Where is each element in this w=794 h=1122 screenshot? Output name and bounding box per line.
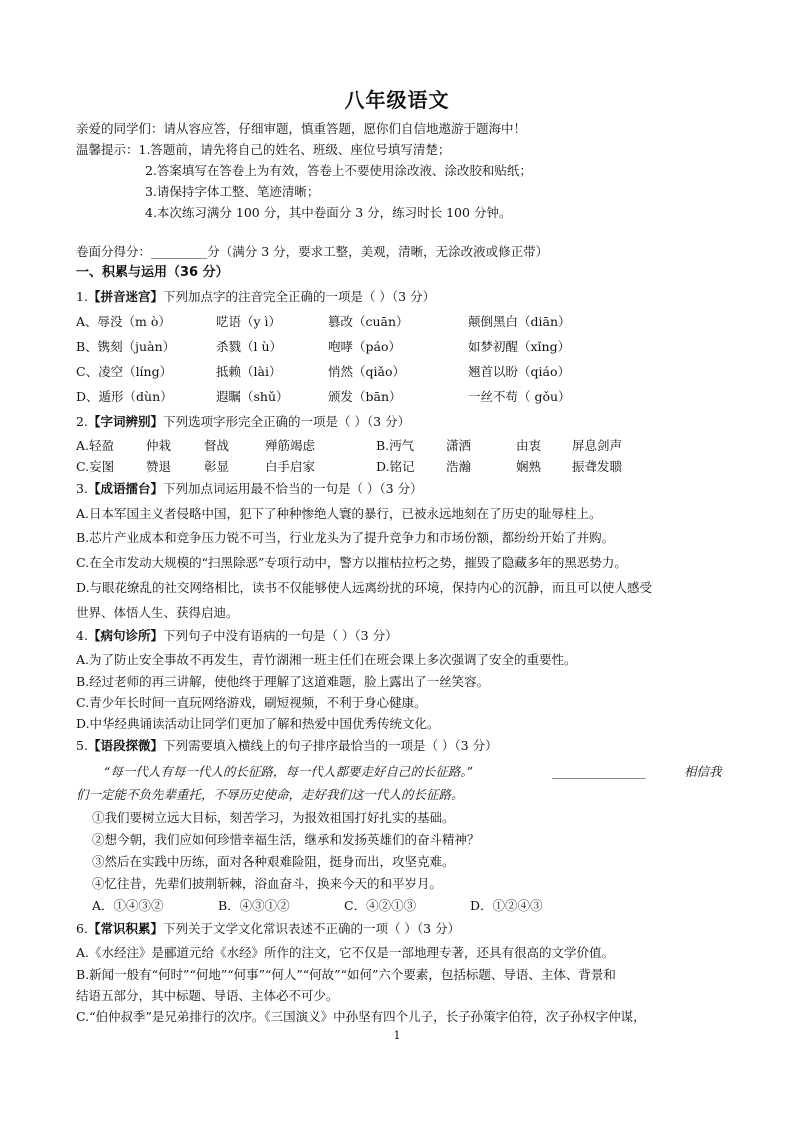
option-cell: A、辱没（m ò） <box>76 314 171 329</box>
quote-line-2: 们一定能不负先辈重托，不辱历史使命，走好我们这一代人的长征路。 <box>76 787 464 802</box>
sentence-item: ③然后在实践中历练，面对各种艰难险阻，挺身而出，攻坚克难。 <box>92 854 455 869</box>
option-cell: 杀戮（l ù） <box>216 339 283 354</box>
option-cell: 潇洒 <box>446 438 472 453</box>
page-number: 1 <box>393 1029 401 1042</box>
page-title: 八年级语文 <box>344 88 450 112</box>
section-heading: 一、积累与运用（36 分） <box>76 265 229 280</box>
sentence-item: ①我们要树立远大目标，刻苦学习，为报效祖国打好扎实的基础。 <box>92 810 455 825</box>
option-cell: 咆哮（páo） <box>328 339 401 354</box>
fill-blank: _______________ <box>552 764 646 779</box>
question-number: 2. <box>76 414 88 429</box>
option-cell: 浩瀚 <box>446 459 472 474</box>
option-cell: 如梦初醒（xǐng） <box>468 339 571 354</box>
option-line: A.日本军国主义者侵略中国，犯下了种种惨绝人寰的暴行，已被永远地刻在了历史的耻辱柱上。 <box>76 506 602 521</box>
option-line: C.青少年长时间一直玩网络游戏，刷短视频，不利于身心健康。 <box>76 695 427 710</box>
tip-2: 2.答案填写在答卷上为有效，答卷上不要使用涂改液、涂改胶和贴纸； <box>145 163 532 178</box>
option-cell: 督战 <box>204 438 230 453</box>
quote-tail: 相信我 <box>684 764 722 779</box>
option-cell: 屏息剑声 <box>572 438 623 453</box>
question-2-stem <box>76 414 410 430</box>
option-cell: 篡改（cuān） <box>328 314 409 329</box>
question-1-stem <box>76 289 435 305</box>
question-number: 3. <box>76 481 88 496</box>
question-tag: 【常识积累】 <box>87 921 163 936</box>
question-tag: 【拼音迷宫】 <box>87 289 163 304</box>
option-cell: B、镌刻（juàn） <box>76 339 176 354</box>
option-cell: 仲栽 <box>146 438 172 453</box>
question-text: 下列加点词运用最不恰当的一句是（ ）（3 分） <box>162 481 423 496</box>
question-3-stem <box>76 481 423 497</box>
sentence-item: ②想今朝，我们应如何珍惜幸福生活，继承和发扬英雄们的奋斗精神？ <box>92 832 480 847</box>
option-cell: 振聋发聩 <box>572 459 623 474</box>
question-number: 5. <box>76 738 88 753</box>
option-cell: 呓语（y ì） <box>216 314 282 329</box>
option-line: 世界、体悟人生、获得启迪。 <box>76 605 239 620</box>
option-cell: 悄然（qiǎo） <box>328 364 405 379</box>
question-5-stem <box>76 738 498 754</box>
option-line: B.经过老师的再三讲解，使他终于理解了这道难题，脸上露出了一丝笑容。 <box>76 674 490 689</box>
option-cell: D.铭记 <box>376 459 415 474</box>
option-line: A.为了防止安全事故不再发生，青竹湖湘一班主任们在班会课上多次强调了安全的重要性。 <box>76 652 577 667</box>
question-tag: 【语段探微】 <box>87 738 163 753</box>
question-text: 下列选项字形完全正确的一项是（ ）（3 分） <box>162 414 411 429</box>
option-cell: 娴熟 <box>516 459 542 474</box>
option-line: A.《水经注》是郦道元给《水经》所作的注文，它不仅是一部地理专著，还具有很高的文学价值。 <box>76 945 615 960</box>
question-4-stem <box>76 628 398 644</box>
option-cell: D、遁形（dùn） <box>76 389 173 404</box>
choice: B．④③①② <box>218 898 290 913</box>
sentence-item: ④忆往昔，先辈们披荆斩棘，浴血奋斗，换来今天的和平岁月。 <box>92 876 443 891</box>
option-cell: 一丝不苟（ gǒu） <box>468 389 571 404</box>
question-tag: 【字词辨别】 <box>87 414 163 429</box>
option-cell: C.妄图 <box>76 459 115 474</box>
option-cell: B.沔气 <box>376 438 415 453</box>
option-cell: 殚筋竭虑 <box>265 438 316 453</box>
option-line: 结语五部分，其中标题、导语、主体必不可少。 <box>76 988 339 1003</box>
intro-text: 亲爱的同学们：请从容应答，仔细审题，慎重答题，愿你们自信地遨游于题海中！ <box>76 121 527 136</box>
option-cell: 彰显 <box>204 459 230 474</box>
option-cell: 赞退 <box>146 459 172 474</box>
question-number: 4. <box>76 628 88 643</box>
question-tag: 【病句诊所】 <box>87 628 163 643</box>
tip-3: 3.请保持字体工整、笔迹清晰； <box>145 184 320 199</box>
question-text: 下列句子中没有语病的一句是（ ）（3 分） <box>162 628 398 643</box>
choice: A．①④③② <box>92 898 164 913</box>
question-text: 下列关于文学文化常识表述不正确的一项（ ）（3 分） <box>162 921 461 936</box>
option-cell: 抵赖（lài） <box>216 364 282 379</box>
option-line: B.芯片产业成本和竞争压力锐不可当，行业龙头为了提升竞争力和市场份额，都纷纷开始了并购。 <box>76 530 615 545</box>
option-line: C.在全市发动大规模的“扫黑除恶”专项行动中，警方以摧枯拉朽之势，摧毁了隐藏多年的黑恶势力。 <box>76 555 627 570</box>
option-line: C.“伯仲叔季”是兄弟排行的次序。《三国演义》中孙坚有四个儿子，长子孙策字伯符，次子孙权字仲谋， <box>76 1009 646 1024</box>
option-line: D.中华经典诵读活动让同学们更加了解和热爱中国优秀传统文化。 <box>76 716 440 731</box>
question-text: 下列加点字的注音完全正确的一项是（ ）（3 分） <box>162 289 436 304</box>
option-cell: 由衷 <box>516 438 542 453</box>
option-line: D.与眼花缭乱的社交网络相比，读书不仅能够使人远离纷扰的环境，保持内心的沉静，而且可以使人感受 <box>76 580 653 595</box>
option-cell: C、凌空（líng） <box>76 364 173 379</box>
question-number: 6. <box>76 921 88 936</box>
option-line: B.新闻一般有“何时”“何地”“何事”“何人”“何故”“如何”六个要素，包括标题、导语、主体、背景和 <box>76 967 616 982</box>
question-number: 1. <box>76 289 88 304</box>
question-6-stem <box>76 921 460 937</box>
tip-4: 4.本次练习满分 100 分，其中卷面分 3 分，练习时长 100 分钟。 <box>145 205 512 220</box>
option-cell: 遐瞩（shǔ） <box>216 389 289 404</box>
question-tag: 【成语擂台】 <box>87 481 163 496</box>
choice: D．①②④③ <box>470 898 543 913</box>
option-cell: 翘首以盼（qiáo） <box>468 364 570 379</box>
quote-line-1: “每一代人有每一代人的长征路，每一代人都要走好自己的长征路。” <box>104 764 474 779</box>
choice: C．④②①③ <box>344 898 417 913</box>
option-cell: 白手启家 <box>265 459 316 474</box>
option-cell: 颠倒黑白（diān） <box>468 314 571 329</box>
option-cell: 颁发（bān） <box>328 389 402 404</box>
tip-1: 温馨提示：1.答题前，请先将自己的姓名、班级、座位号填写清楚； <box>76 142 451 157</box>
option-cell: A.轻盈 <box>76 438 115 453</box>
score-line: 卷面分得分：_________分（满分 3 分，要求工整，美观，清晰，无涂改液或修正带） <box>76 244 549 259</box>
question-text: 下列需要填入横线上的句子排序最恰当的一项是（ ）（3 分） <box>162 738 498 753</box>
